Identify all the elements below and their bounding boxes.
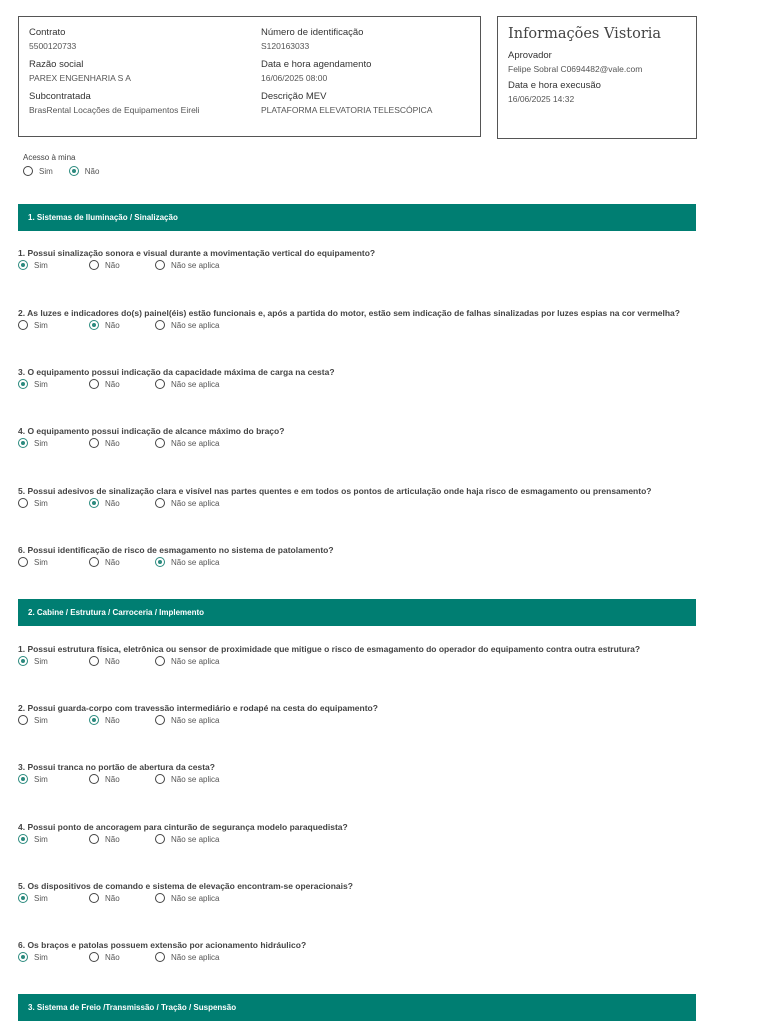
acesso-mina-options	[23, 166, 115, 176]
radio-button[interactable]	[155, 834, 165, 844]
option-label: Não	[105, 952, 120, 962]
option-label: Não se aplica	[171, 557, 220, 567]
option-label: Sim	[34, 260, 48, 270]
radio-button[interactable]	[18, 952, 28, 962]
answer-options	[18, 715, 758, 725]
radio-button[interactable]	[18, 715, 28, 725]
option-label: Não se aplica	[171, 498, 220, 508]
radio-button[interactable]	[89, 498, 99, 508]
radio-button[interactable]	[155, 498, 165, 508]
checklist-question	[18, 940, 758, 962]
option-label: Sim	[34, 320, 48, 330]
option-label: Não	[105, 498, 120, 508]
question-text: 2. As luzes e indicadores do(s) painel(éis) estão funcionais e, após a partida do motor, estão sem indicação de falhas sinalizadas por luzes espias na cor vermelha?	[18, 308, 680, 318]
option-nao-se-aplica[interactable]	[155, 715, 219, 725]
acesso-option-sim[interactable]	[23, 166, 53, 176]
answer-options	[18, 557, 758, 567]
checklist-question	[18, 703, 758, 725]
radio-button[interactable]	[18, 320, 28, 330]
option-sim[interactable]	[18, 260, 89, 270]
answer-options	[18, 438, 758, 448]
option-nao[interactable]	[89, 438, 155, 448]
answer-options	[18, 952, 758, 962]
radio-button[interactable]	[89, 320, 99, 330]
radio-button[interactable]	[89, 952, 99, 962]
option-label: Não se aplica	[171, 438, 220, 448]
subcontratada-value: BrasRental Locações de Equipamentos Eireli	[29, 105, 200, 115]
contract-info-panel	[18, 16, 481, 137]
option-nao-se-aplica[interactable]	[155, 774, 219, 784]
radio-button[interactable]	[89, 656, 99, 666]
option-label: Não	[105, 438, 120, 448]
subcontratada-field	[29, 91, 261, 117]
checklist-question	[18, 545, 758, 567]
option-nao-se-aplica[interactable]	[155, 893, 219, 903]
radio-button[interactable]	[89, 834, 99, 844]
question-text: 1. Possui estrutura física, eletrônica ou sensor de proximidade que mitigue o risco de esmagamento do operador do equipamento contra outra estrutura?	[18, 644, 641, 654]
agendamento-value: 16/06/2025 08:00	[261, 73, 328, 83]
option-label: Não se aplica	[171, 715, 220, 725]
option-label: Sim	[34, 952, 48, 962]
option-nao-se-aplica[interactable]	[155, 834, 219, 844]
option-nao[interactable]	[89, 260, 155, 270]
question-text: 2. Possui guarda-corpo com travessão intermediário e rodapé na cesta do equipamento?	[18, 703, 378, 713]
radio-button[interactable]	[89, 379, 99, 389]
radio-button[interactable]	[155, 774, 165, 784]
radio-button[interactable]	[155, 952, 165, 962]
option-nao[interactable]	[89, 774, 155, 784]
radio-button[interactable]	[89, 715, 99, 725]
checklist-question	[18, 308, 758, 330]
option-nao-se-aplica[interactable]	[155, 952, 219, 962]
answer-options	[18, 320, 758, 330]
descricao-field	[261, 91, 470, 117]
answer-options	[18, 656, 758, 666]
descricao-label: Descrição MEV	[261, 91, 327, 102]
radio-button[interactable]	[155, 557, 165, 567]
option-label: Não se aplica	[171, 320, 220, 330]
option-label: Não	[105, 260, 120, 270]
option-sim[interactable]	[18, 656, 89, 666]
section-header: 1. Sistemas de Iluminação / Sinalização	[18, 204, 696, 231]
option-nao-se-aplica[interactable]	[155, 438, 219, 448]
option-sim[interactable]	[18, 557, 89, 567]
answer-options	[18, 774, 758, 784]
question-text: 4. Possui ponto de ancoragem para cinturão de segurança modelo paraquedista?	[18, 822, 348, 832]
option-nao[interactable]	[89, 557, 155, 567]
execucao-value: 16/06/2025 14:32	[508, 94, 575, 104]
radio-button[interactable]	[89, 557, 99, 567]
question-text: 3. O equipamento possui indicação da capacidade máxima de carga na cesta?	[18, 367, 335, 377]
radio-button[interactable]	[18, 379, 28, 389]
option-label: Não	[105, 774, 120, 784]
option-nao-se-aplica[interactable]	[155, 656, 219, 666]
option-sim[interactable]	[18, 498, 89, 508]
option-label: Não se aplica	[171, 952, 220, 962]
aprovador-label: Aprovador	[508, 50, 552, 61]
question-text: 4. O equipamento possui indicação de alcance máximo do braço?	[18, 426, 285, 436]
aprovador-value: Felipe Sobral C0694482@vale.com	[508, 64, 643, 74]
option-nao[interactable]	[89, 379, 155, 389]
contract-info-grid	[29, 27, 470, 117]
numero-label: Número de identificação	[261, 27, 364, 38]
option-nao[interactable]	[89, 498, 155, 508]
option-nao[interactable]	[89, 715, 155, 725]
question-text: 5. Possui adesivos de sinalização clara e visível nas partes quentes e em todos os pontos de articulação onde haja risco de esmagamento ou prensamento?	[18, 486, 652, 496]
vistoria-info-panel	[497, 16, 697, 139]
option-sim[interactable]	[18, 834, 89, 844]
checklist-question	[18, 248, 758, 270]
option-nao[interactable]	[89, 952, 155, 962]
radio-button[interactable]	[18, 557, 28, 567]
option-label: Não	[105, 715, 120, 725]
option-nao[interactable]	[89, 320, 155, 330]
option-label: Sim	[34, 834, 48, 844]
checklist-question	[18, 822, 758, 844]
radio-button[interactable]	[18, 893, 28, 903]
answer-options	[18, 893, 758, 903]
razao-value: PAREX ENGENHARIA S A	[29, 73, 131, 83]
numero-value: S120163033	[261, 41, 310, 51]
option-sim[interactable]	[18, 774, 89, 784]
checklist-question	[18, 426, 758, 448]
radio-button[interactable]	[18, 656, 28, 666]
question-text: 3. Possui tranca no portão de abertura da cesta?	[18, 762, 215, 772]
question-text: 1. Possui sinalização sonora e visual durante a movimentação vertical do equipamento?	[18, 248, 376, 258]
option-label: Sim	[34, 774, 48, 784]
question-text: 6. Os braços e patolas possuem extensão por acionamento hidráulico?	[18, 940, 307, 950]
option-label: Sim	[34, 893, 48, 903]
option-nao[interactable]	[89, 834, 155, 844]
agendamento-field	[261, 59, 470, 85]
option-label: Sim	[34, 498, 48, 508]
radio-button[interactable]	[89, 260, 99, 270]
radio-button[interactable]	[155, 320, 165, 330]
option-nao-se-aplica[interactable]	[155, 557, 219, 567]
radio-button[interactable]	[155, 379, 165, 389]
option-sim[interactable]	[18, 952, 89, 962]
option-label: Não	[105, 320, 120, 330]
option-sim[interactable]	[18, 715, 89, 725]
radio-button[interactable]	[89, 438, 99, 448]
option-label: Não	[105, 893, 120, 903]
option-label: Não se aplica	[171, 379, 220, 389]
question-text: 6. Possui identificação de risco de esmagamento no sistema de patolamento?	[18, 545, 334, 555]
answer-options	[18, 834, 758, 844]
option-label: Sim	[34, 557, 48, 567]
subcontratada-label: Subcontratada	[29, 91, 91, 102]
radio-button[interactable]	[18, 498, 28, 508]
option-label: Não	[105, 557, 120, 567]
descricao-value: PLATAFORMA ELEVATORIA TELESCÓPICA	[261, 105, 433, 115]
radio-button[interactable]	[155, 438, 165, 448]
radio-button[interactable]	[155, 656, 165, 666]
option-label: Sim	[34, 656, 48, 666]
checklist-question	[18, 762, 758, 784]
option-nao-se-aplica[interactable]	[155, 260, 219, 270]
option-nao[interactable]	[89, 656, 155, 666]
answer-options	[18, 379, 758, 389]
radio-button[interactable]	[155, 260, 165, 270]
numero-field	[261, 27, 470, 53]
answer-options	[18, 498, 758, 508]
razao-label: Razão social	[29, 59, 84, 70]
option-sim[interactable]	[18, 893, 89, 903]
option-nao-se-aplica[interactable]	[155, 379, 219, 389]
question-text: 5. Os dispositivos de comando e sistema de elevação encontram-se operacionais?	[18, 881, 353, 891]
razao-field	[29, 59, 261, 85]
option-label: Não	[105, 656, 120, 666]
contrato-field	[29, 27, 261, 53]
checklist-question	[18, 486, 758, 508]
radio-button[interactable]	[18, 834, 28, 844]
acesso-mina-group	[23, 153, 115, 176]
contrato-value: 5500120733	[29, 41, 77, 51]
option-nao[interactable]	[89, 893, 155, 903]
radio-button[interactable]	[69, 166, 79, 176]
option-label: Não	[105, 379, 120, 389]
section-header: 2. Cabine / Estrutura / Carroceria / Implemento	[18, 599, 696, 626]
execucao-label: Data e hora execusão	[508, 80, 601, 91]
option-nao-se-aplica[interactable]	[155, 320, 219, 330]
option-nao-se-aplica[interactable]	[155, 498, 219, 508]
option-sim[interactable]	[18, 379, 89, 389]
answer-options	[18, 260, 758, 270]
option-label: Sim	[34, 715, 48, 725]
option-label: Não	[84, 166, 100, 176]
option-sim[interactable]	[18, 438, 89, 448]
agendamento-label: Data e hora agendamento	[261, 59, 372, 70]
radio-button[interactable]	[89, 774, 99, 784]
contrato-label: Contrato	[29, 27, 66, 38]
checklist-question	[18, 644, 758, 666]
radio-button[interactable]	[155, 715, 165, 725]
option-label: Não se aplica	[171, 834, 220, 844]
option-label: Não se aplica	[171, 656, 220, 666]
radio-button[interactable]	[18, 438, 28, 448]
vistoria-title: Informações Vistoria	[508, 26, 662, 42]
radio-button[interactable]	[18, 260, 28, 270]
radio-button[interactable]	[18, 774, 28, 784]
option-label: Sim	[34, 379, 48, 389]
acesso-option-nao[interactable]	[69, 166, 100, 176]
checklist-question	[18, 881, 758, 903]
radio-button[interactable]	[155, 893, 165, 903]
option-label: Não se aplica	[171, 774, 220, 784]
radio-button[interactable]	[23, 166, 33, 176]
option-label: Sim	[39, 166, 53, 176]
acesso-mina-label: Acesso à mina	[23, 153, 76, 162]
section-header: 3. Sistema de Freio /Transmissão / Tração / Suspensão	[18, 994, 696, 1021]
radio-button[interactable]	[89, 893, 99, 903]
option-sim[interactable]	[18, 320, 89, 330]
option-label: Não se aplica	[171, 260, 220, 270]
option-label: Não se aplica	[171, 893, 220, 903]
option-label: Sim	[34, 438, 48, 448]
option-label: Não	[105, 834, 120, 844]
checklist-question	[18, 367, 758, 389]
